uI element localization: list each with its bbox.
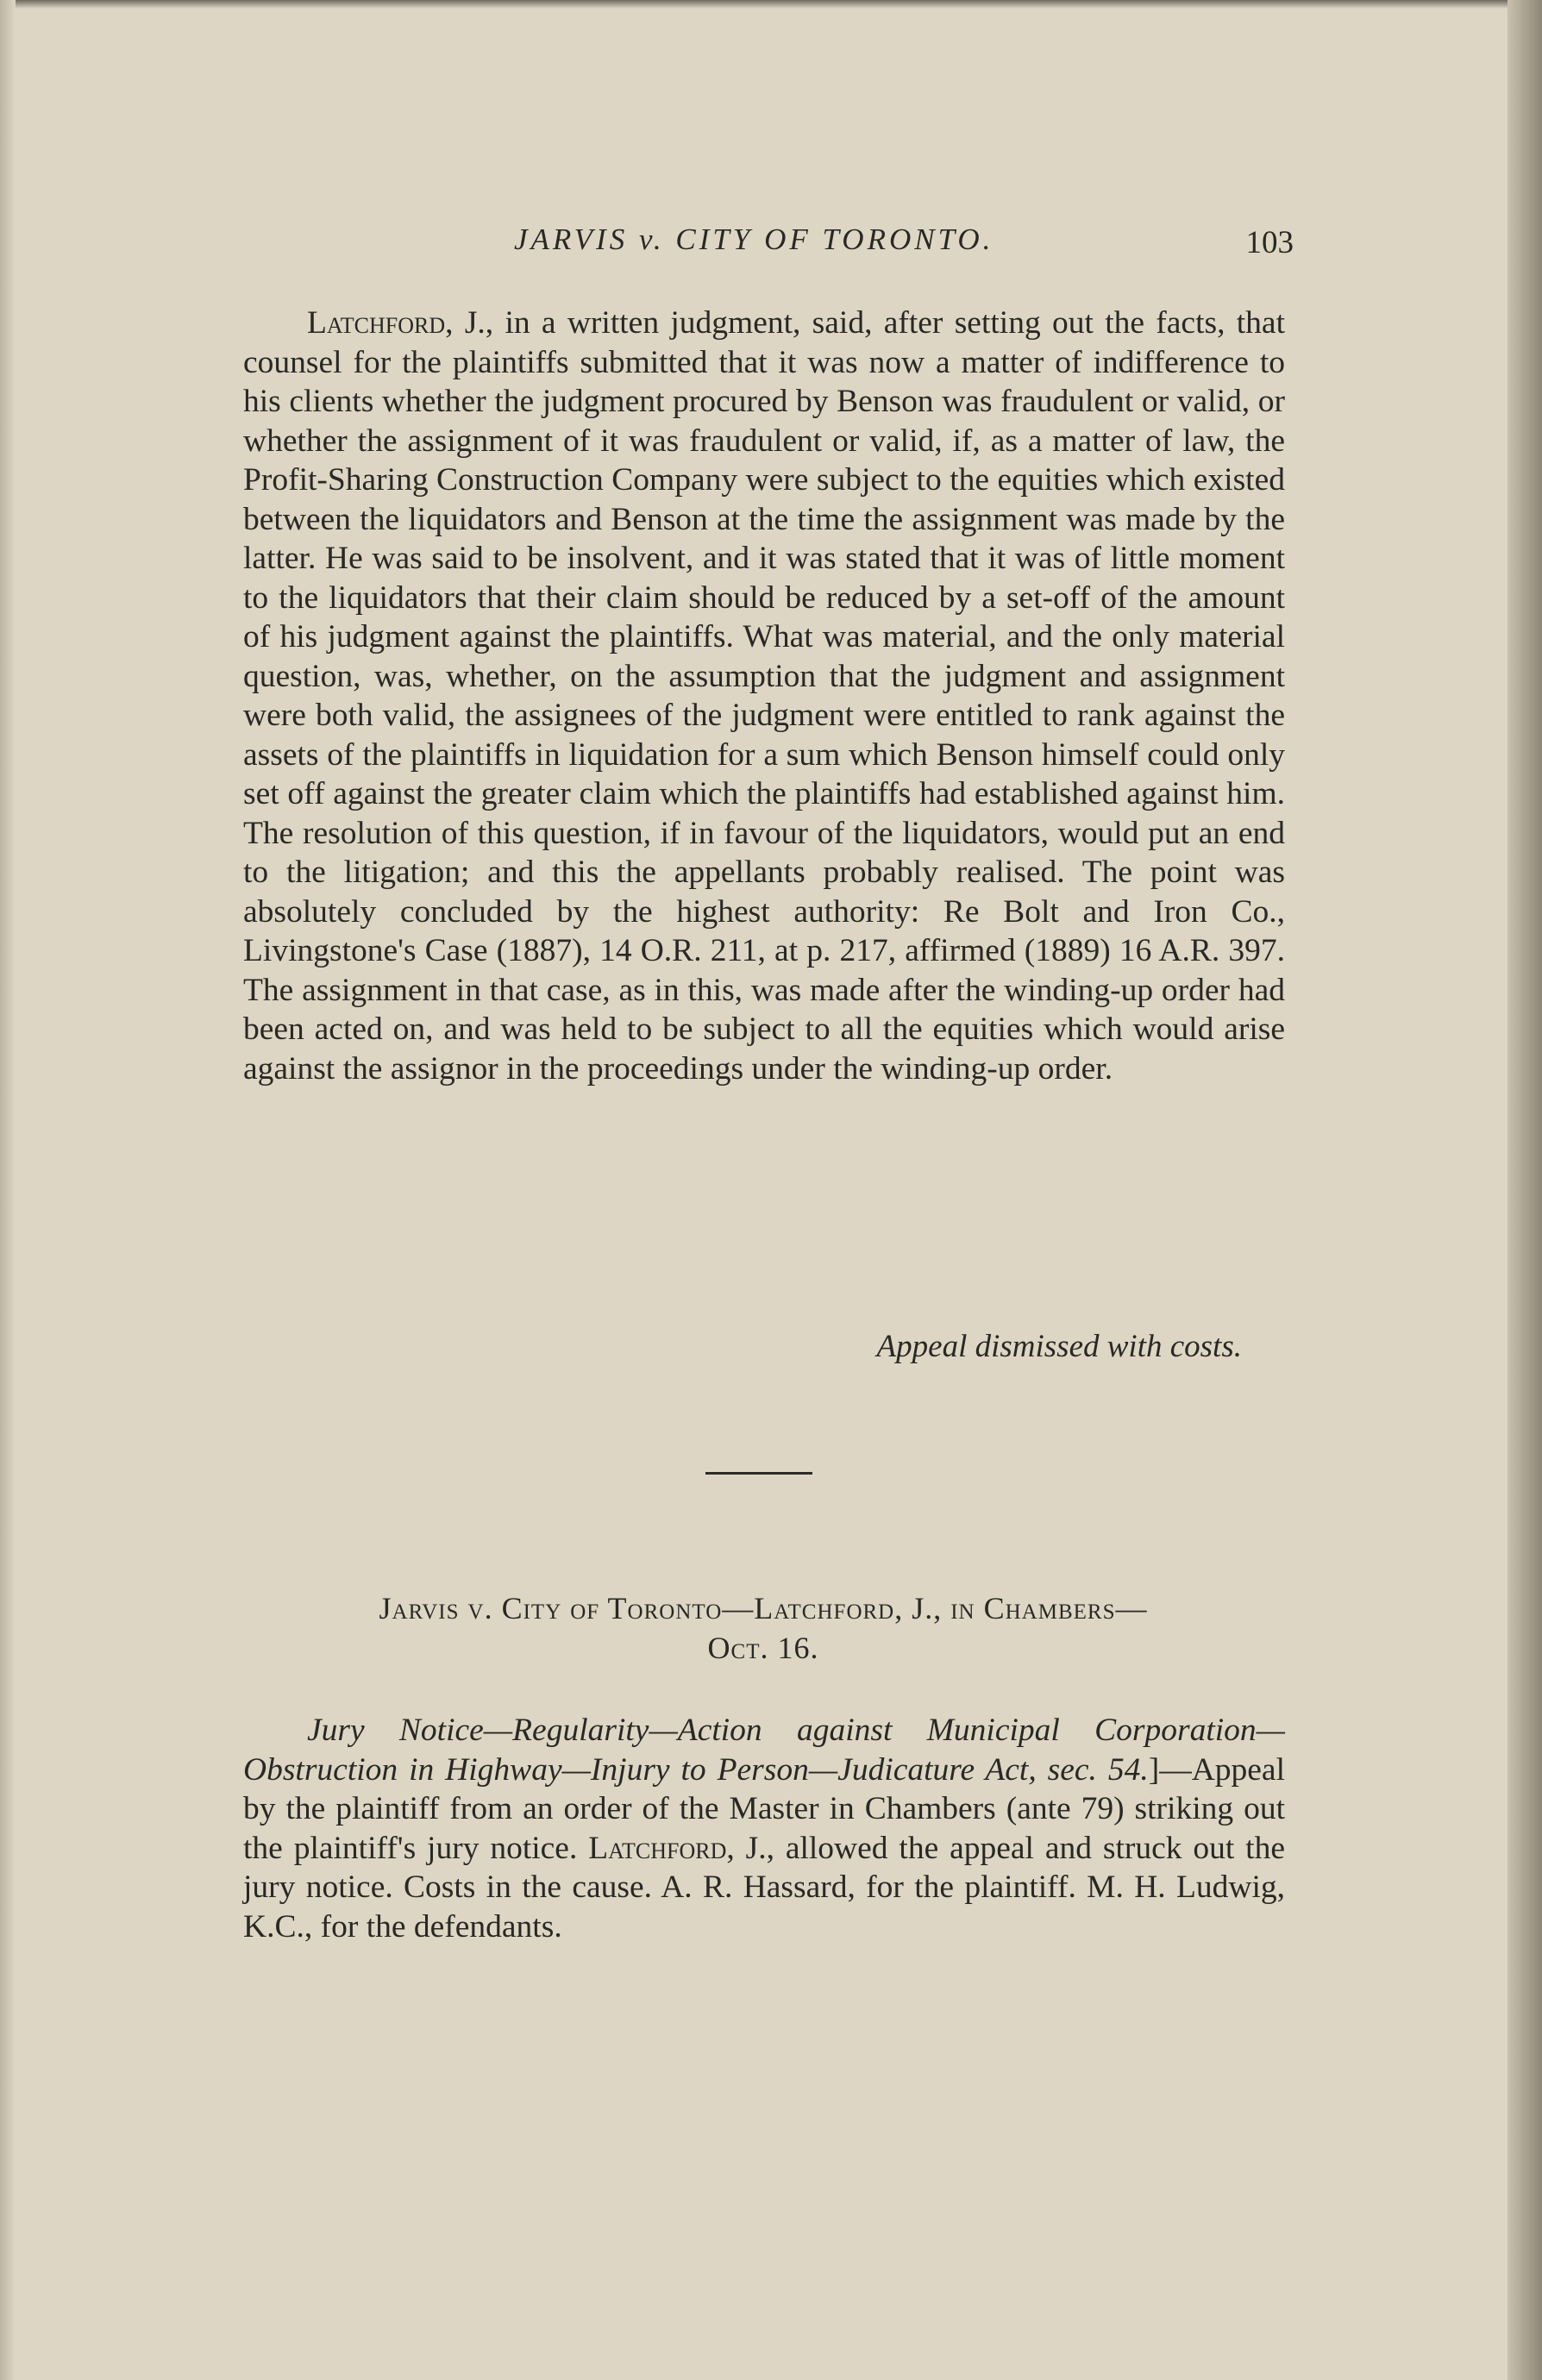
catchwords: Jury Notice—Regularity—Action against Municipal Corporation—Obstruction in Highway—Injury to Person—Judicature Act, sec. 54. <box>243 1713 1285 1788</box>
case-heading-line-1: Jarvis v. City of Toronto—Latchford, J., in Chambers— <box>379 1591 1148 1625</box>
case-heading <box>250 1588 1276 1668</box>
case-heading-line-2: Oct. 16. <box>707 1631 819 1665</box>
page-top-edge <box>0 0 1542 9</box>
page-right-edge <box>1508 0 1542 2380</box>
judgment-paragraph <box>243 304 1285 1088</box>
judge-name-2: Latchford <box>588 1830 727 1866</box>
page-header <box>250 222 1294 274</box>
summary-text-b: , J., allowed the appeal and struck out the jury notice. Costs in the cause. A. R. Hassard, for the plaintiff. M. H. Ludwig, K.C., for the defendants. <box>243 1830 1285 1945</box>
section-divider <box>705 1472 812 1475</box>
case-summary-paragraph <box>243 1711 1285 1946</box>
page-number: 103 <box>1245 225 1294 260</box>
running-title: JARVIS v. CITY OF TORONTO. <box>514 222 994 256</box>
judgment-text: , J., in a written judgment, said, after setting out the facts, that counsel for the plaintiffs submitted that it was now a matter of indifference to his clients whether the judgment procured by Benson was fraudulent or valid, or whether the assignment of it was fraudulent or valid, if, as a matter of law, the Profit-Sharing Construction Company were subject to the equities which existed between the liquidators and Benson at the time the assignment was made by the latter. He was said to be insolvent, and it was stated that it was of little moment to the liquidators that their claim should be reduced by a set-off of the amount of his judgment against the plaintiffs. What was material, and the only material question, was, whether, on the assumption that the judgment and assignment were both valid, the assignees of the judgment were entitled to rank against the assets of the plaintiffs in liquidation for a sum which Benson himself could only set off against the greater claim which the plaintiffs had established against him. The resolution of this question, if in favour of the liquidators, would put an end to the litigation; and this the appellants probably realised. The point was absolutely concluded by the highest authority: Re Bolt and Iron Co., Livingstone's Case (1887), 14 O.R. 211, at p. 217, affirmed (1889) 16 A.R. 397. The assignment in that case, as in this, was made after the winding-up order had been acted on, and was held to be subject to all the equities which would arise against the assignor in the proceedings under the winding-up order. <box>243 305 1285 1087</box>
summary-text-a: ]—Appeal by the plaintiff from an order of the Master in Chambers (ante 79) striking out the plaintiff's jury notice. <box>243 1751 1285 1866</box>
page-left-edge <box>0 0 16 2380</box>
disposition: Appeal dismissed with costs. <box>876 1329 1242 1364</box>
judge-name: Latchford <box>307 305 446 341</box>
